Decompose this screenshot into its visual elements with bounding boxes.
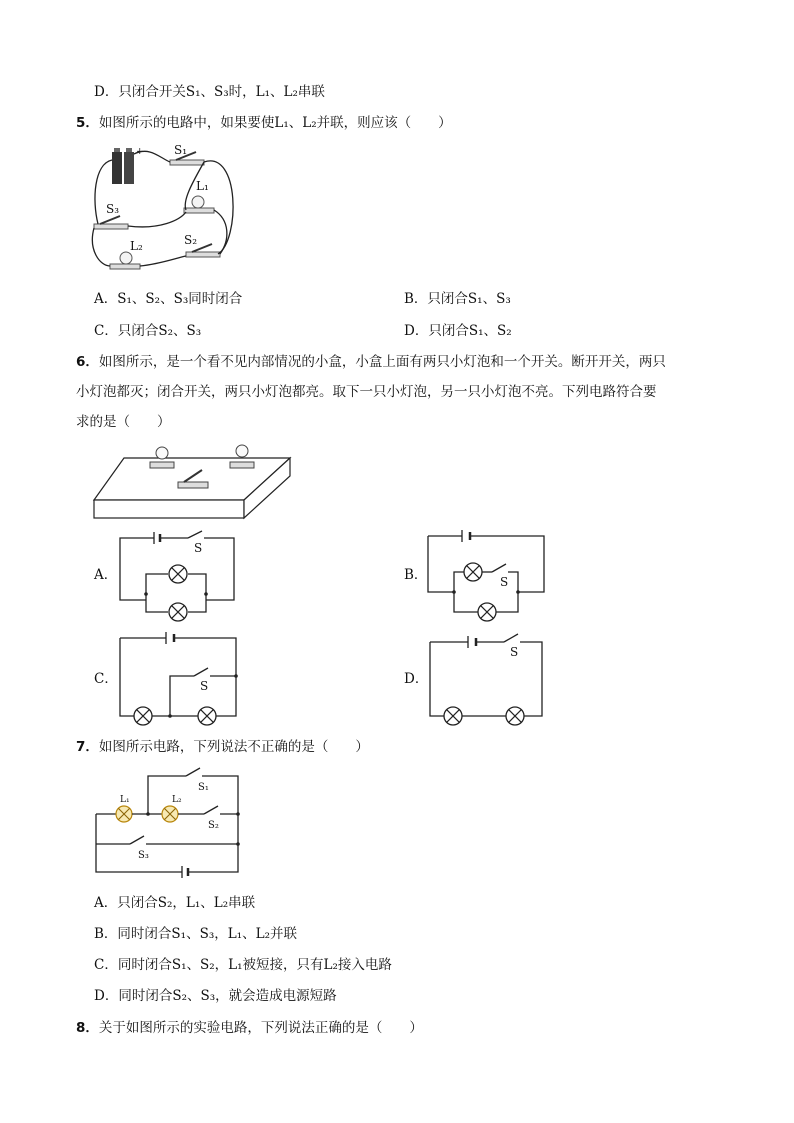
q6-stem-line2: 小灯泡都灭；闭合开关，两只小灯泡都亮。取下一只小灯泡，另一只小灯泡不亮。下列电路符合要 [76, 384, 657, 400]
q5-label-s3: S₃ [106, 202, 120, 216]
q5-label-s1: S₁ [174, 143, 188, 157]
q6-circuit-b [426, 528, 548, 618]
q5-label-l1: L₁ [196, 179, 209, 193]
q6-circuit-a [118, 526, 238, 616]
box-lamp-right-icon [230, 445, 254, 468]
q7-label-s2: S₂ [208, 820, 219, 831]
q8-stem [76, 1019, 423, 1037]
q6-circuit-c [118, 630, 240, 720]
q6c-switch-label: S [200, 679, 209, 693]
q6b-switch-label: S [500, 575, 509, 589]
q5-option-c: C．只闭合S₂、S₃ [94, 323, 202, 339]
q6-number: 6． [76, 354, 99, 370]
q7-circuit-figure [94, 770, 244, 876]
q5-lamp-l2 [110, 252, 140, 269]
q6-option-a-letter: A． [94, 567, 118, 583]
q7-label-s3: S₃ [138, 850, 149, 861]
q5-circuit-figure [90, 140, 240, 275]
q6-option-d-letter: D． [404, 671, 429, 687]
q8-number: 8． [76, 1020, 99, 1036]
q5-option-a: A．S₁、S₂、S₃同时闭合 [94, 291, 243, 307]
q7-stem [76, 738, 369, 756]
q5-number: 5． [76, 115, 99, 131]
q6-option-c-letter: C． [94, 671, 118, 687]
q6-stem-line3: 求的是（ ） [76, 414, 171, 430]
q6-stem-line1 [76, 353, 666, 371]
q4-option-d: D．只闭合开关S₁、S₃时，L₁、L₂串联 [94, 84, 325, 100]
q5-option-d: D．只闭合S₁、S₂ [404, 323, 512, 339]
q7-label-l1: L₁ [120, 795, 130, 805]
q8-text: 关于如图所示的实验电路，下列说法正确的是（ ） [98, 1020, 423, 1036]
q7-number: 7． [76, 739, 99, 755]
q7-text: 如图所示电路，下列说法不正确的是（ ） [98, 739, 369, 755]
q5-stem [76, 114, 452, 132]
q5-lamp-l1 [184, 196, 214, 213]
q7-label-s1: S₁ [198, 782, 209, 793]
q6-circuit-d [428, 632, 546, 722]
q7-option-b: B．同时闭合S₁、S₃，L₁、L₂并联 [94, 926, 297, 942]
q6-option-b-letter: B． [404, 567, 428, 583]
q6d-switch-label: S [510, 645, 519, 659]
q7-option-a: A．只闭合S₂，L₁、L₂串联 [94, 895, 256, 911]
q5-option-b: B．只闭合S₁、S₃ [404, 291, 511, 307]
q6-text-1: 如图所示，是一个看不见内部情况的小盒，小盒上面有两只小灯泡和一个开关。断开开关，两只 [98, 354, 666, 370]
q5-switch-s3 [94, 216, 128, 229]
q5-label-l2: L₂ [130, 239, 143, 253]
q6-box-figure [94, 440, 294, 522]
q5-label-s2: S₂ [184, 233, 198, 247]
svg-text:+: + [136, 147, 144, 157]
q5-text: 如图所示的电路中，如果要使L₁、L₂并联，则应该（ ） [98, 115, 452, 131]
q7-option-d: D．同时闭合S₂、S₃，就会造成电源短路 [94, 988, 337, 1004]
q6a-switch-label: S [194, 541, 203, 555]
q7-option-c: C．同时闭合S₁、S₂，L₁被短接，只有L₂接入电路 [94, 957, 392, 973]
q7-label-l2: L₂ [172, 795, 182, 805]
